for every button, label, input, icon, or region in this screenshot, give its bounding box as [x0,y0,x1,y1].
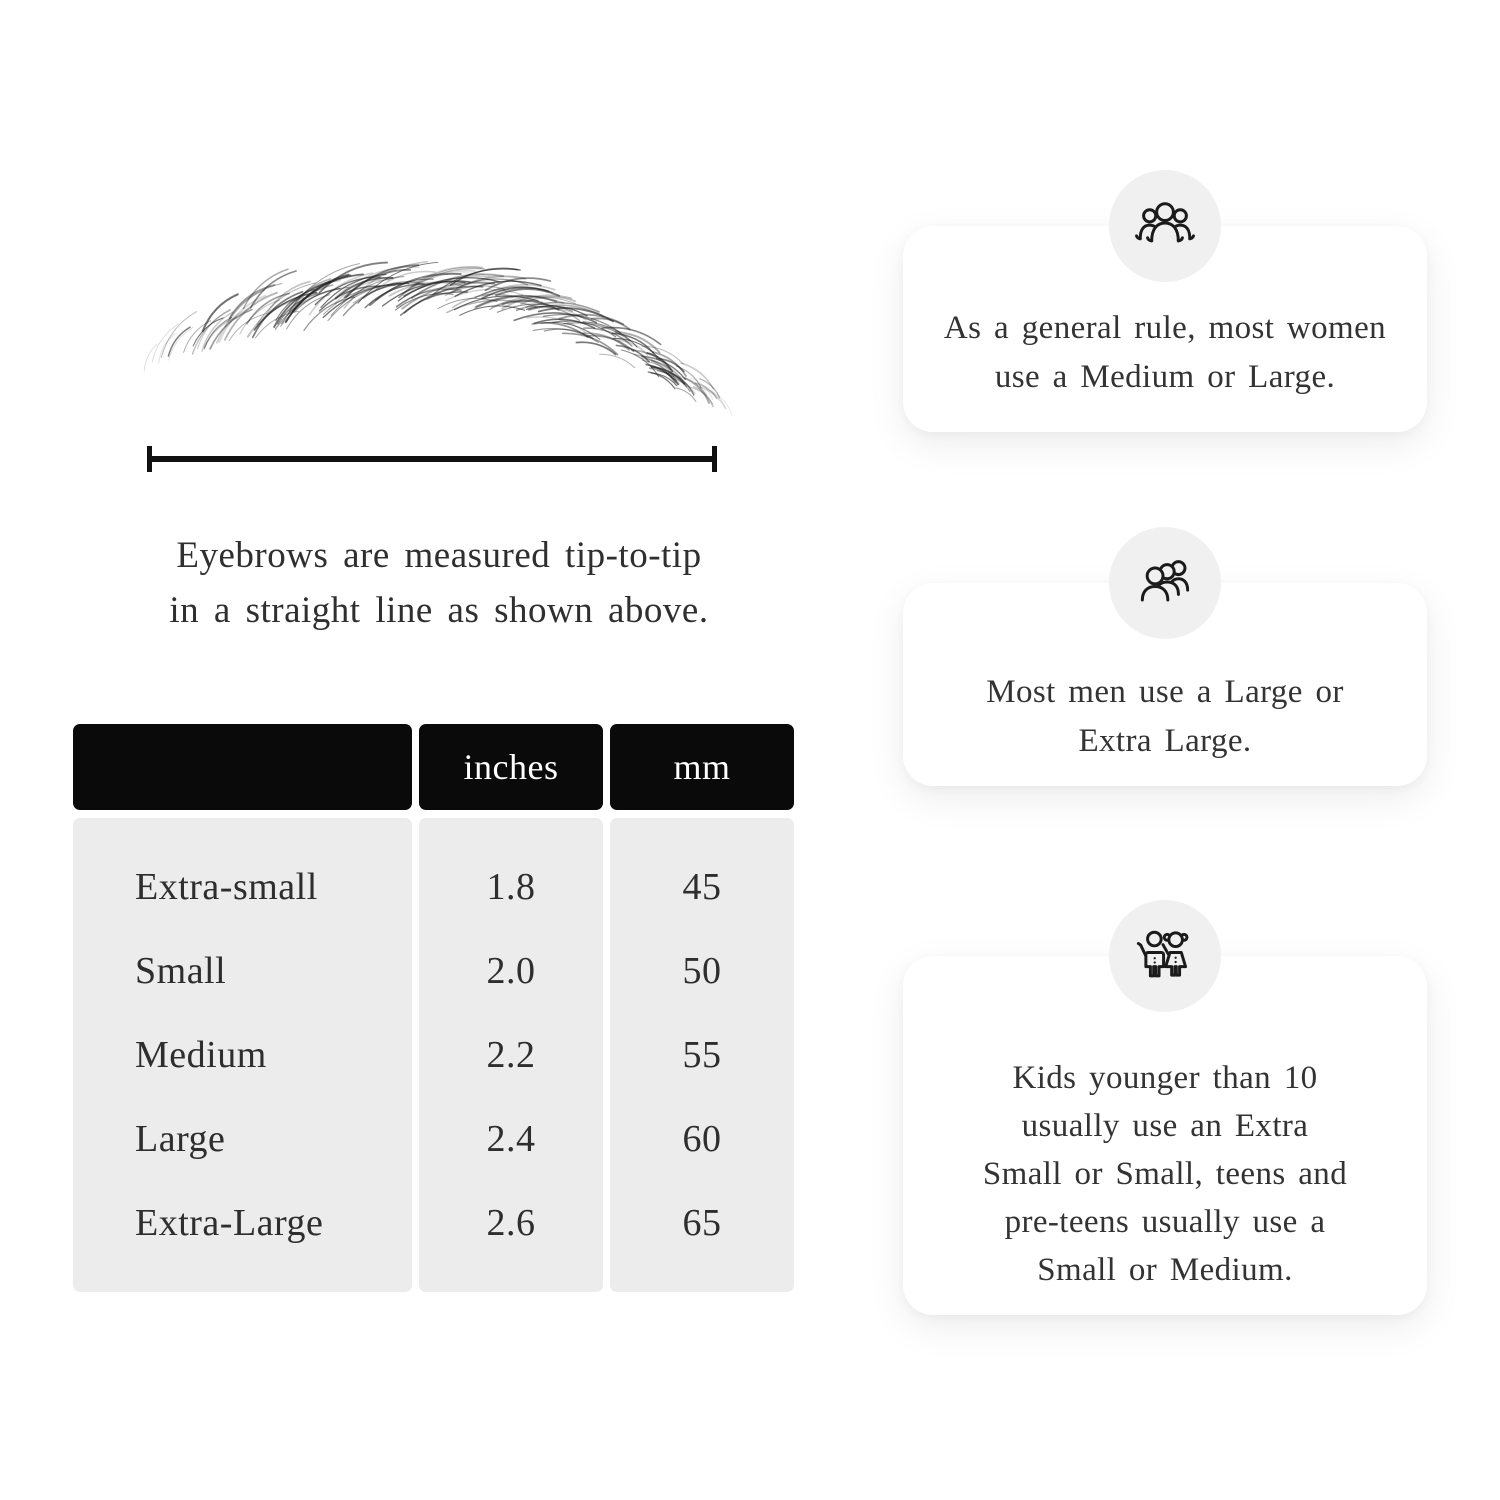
mm-value: 65 [682,1202,722,1244]
size-table [73,724,795,1292]
size-table-body [73,818,795,1292]
men-card-text [923,668,1407,766]
inches-value: 2.0 [486,950,536,992]
measurement-line [150,456,716,462]
women-badge [1109,170,1221,282]
men-info-card [903,583,1427,786]
kids-card-line: Small or Medium. [1037,1252,1293,1288]
size-label: Small [135,950,227,992]
women-card-line: As a general rule, most women [943,310,1387,346]
mm-value: 55 [682,1034,722,1076]
men-card-line: Most men use a Large or [986,674,1344,710]
women-card-text [923,304,1407,402]
mm-value: 45 [682,866,722,908]
caption-line-1: Eyebrows are measured tip-to-tip [176,535,702,576]
size-table-header-row [73,724,795,810]
caption-line-2: in a straight line as shown above. [169,590,709,631]
header-cell-size [73,724,412,810]
size-label: Extra-small [135,866,318,908]
size-label: Large [135,1118,226,1160]
women-info-card [903,226,1427,432]
size-label-column [73,818,412,1292]
header-cell-mm: mm [610,724,794,810]
kids-badge [1109,900,1221,1012]
kids-card-line: Kids younger than 10 [1012,1060,1318,1096]
men-group-icon [1131,549,1199,617]
inches-value: 2.4 [486,1118,536,1160]
kids-card-text [923,1054,1407,1294]
inches-value: 2.2 [486,1034,536,1076]
measurement-tick-right [712,446,717,472]
mm-value: 60 [682,1118,722,1160]
eyebrow-illustration [105,240,745,425]
inches-value: 2.6 [486,1202,536,1244]
women-card-line: use a Medium or Large. [994,359,1336,395]
mm-column [610,818,794,1292]
women-group-icon [1131,192,1199,260]
kids-info-card [903,956,1427,1315]
measurement-tick-left [147,446,152,472]
kids-card-line: pre-teens usually use a [1004,1204,1326,1240]
kids-card-line: usually use an Extra [1021,1108,1309,1144]
mm-value: 50 [682,950,722,992]
header-cell-inches: inches [419,724,603,810]
inches-value: 1.8 [486,866,536,908]
kids-icon [1131,922,1199,990]
size-label: Extra-Large [135,1202,324,1244]
men-card-line: Extra Large. [1078,723,1252,759]
inches-column [419,818,603,1292]
size-label: Medium [135,1034,267,1076]
measurement-caption [114,528,764,638]
kids-card-line: Small or Small, teens and [982,1156,1348,1192]
men-badge [1109,527,1221,639]
